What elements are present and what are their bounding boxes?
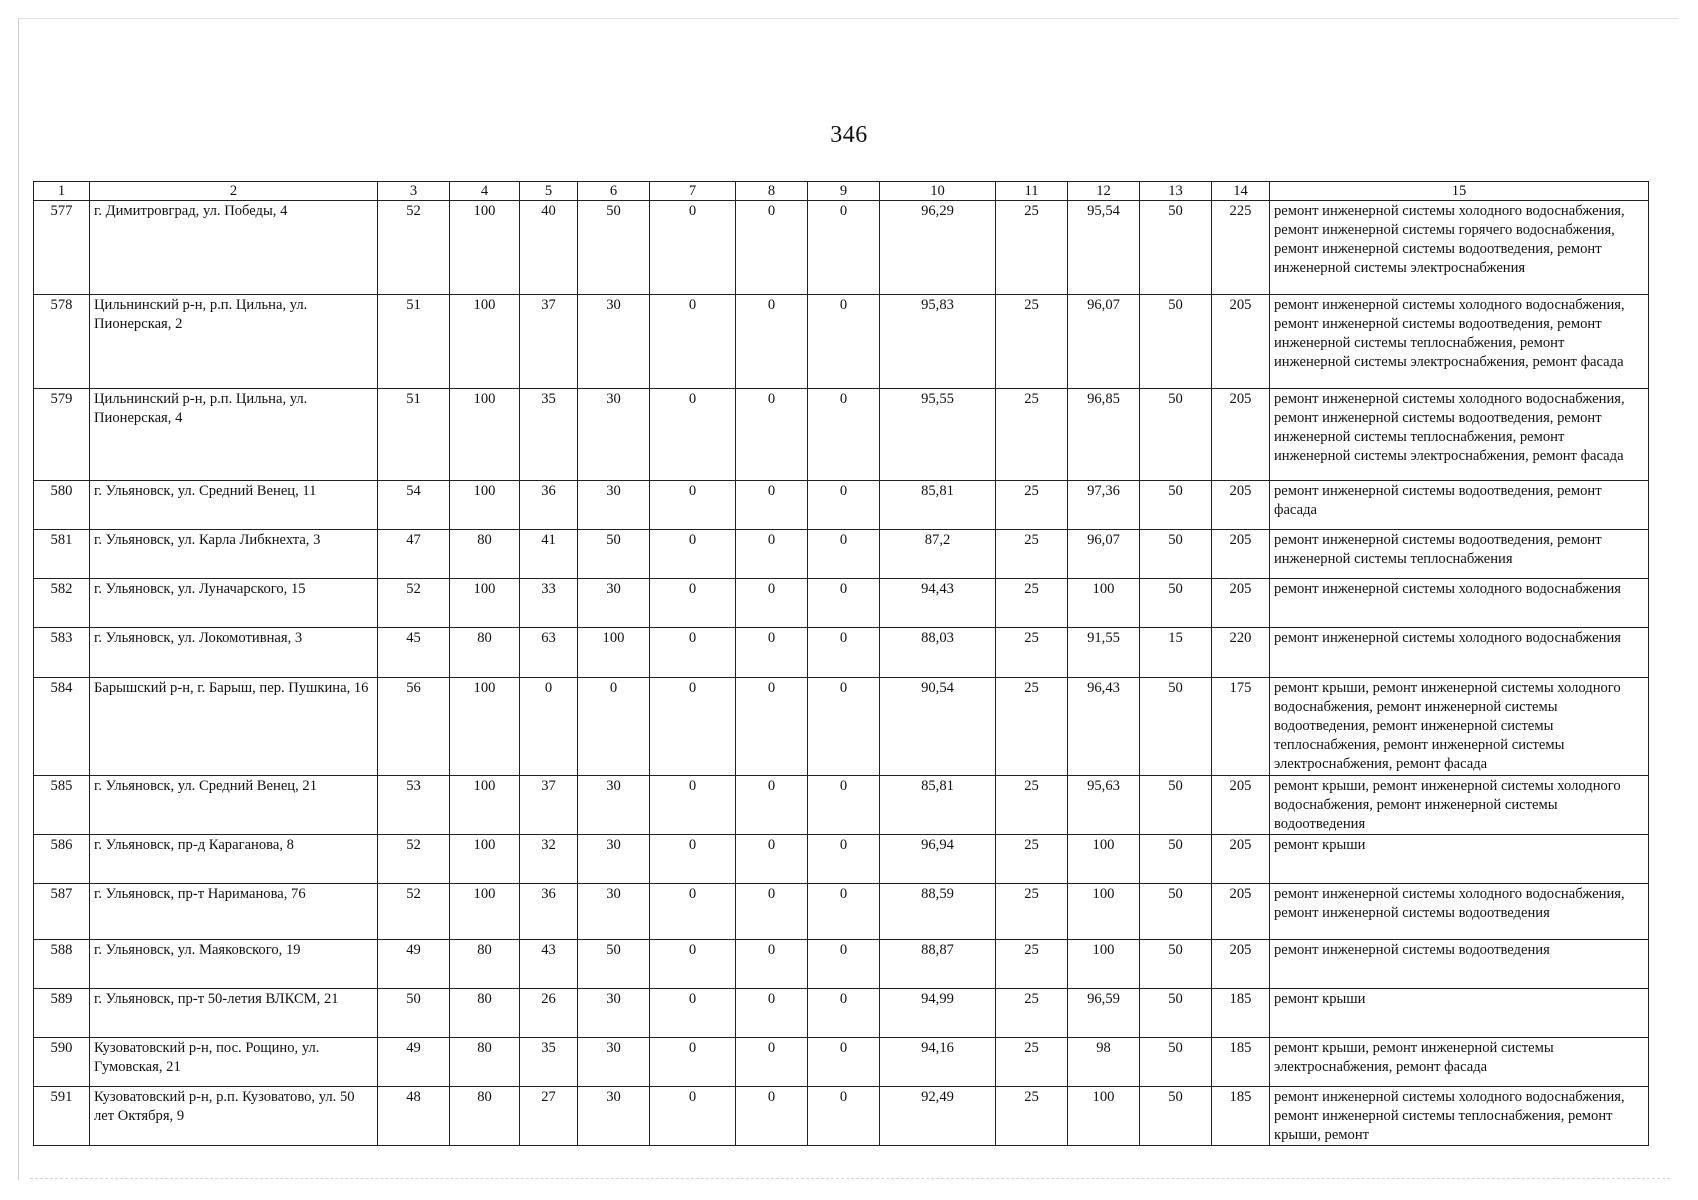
table-row [34,628,1649,678]
works-list-cell: ремонт инженерной системы водоотведения [1270,939,1649,988]
col-14-cell: 205 [1212,775,1270,834]
col-9-cell: 0 [808,389,880,481]
address-cell: г. Ульяновск, ул. Средний Венец, 11 [90,481,378,530]
col-7-cell: 0 [650,628,736,678]
column-number-header-row [34,182,1649,201]
col-9-cell: 0 [808,883,880,939]
col-7-cell: 0 [650,1037,736,1086]
works-list-cell: ремонт крыши [1270,834,1649,883]
row-number-cell: 589 [34,988,90,1037]
address-cell: г. Ульяновск, ул. Маяковского, 19 [90,939,378,988]
col-9-cell: 0 [808,295,880,389]
col-11-cell: 25 [996,834,1068,883]
col-12-cell: 100 [1068,579,1140,628]
column-header-6: 6 [578,182,650,201]
col-8-cell: 0 [736,834,808,883]
col-12-cell: 96,43 [1068,678,1140,775]
works-list-cell: ремонт инженерной системы холодного водоснабжения, ремонт инженерной системы водоотведения, ремонт инженерной системы теплоснабжения, ремонт инженерной системы электроснабжения, ремонт фасада [1270,389,1649,481]
col-13-cell: 50 [1140,1086,1212,1145]
col-5-cell: 33 [520,579,578,628]
col-5-cell: 0 [520,678,578,775]
col-5-cell: 26 [520,988,578,1037]
row-number-cell: 582 [34,579,90,628]
col-7-cell: 0 [650,834,736,883]
col-6-cell: 30 [578,579,650,628]
column-header-8: 8 [736,182,808,201]
col-8-cell: 0 [736,628,808,678]
works-list-cell: ремонт инженерной системы холодного водоснабжения, ремонт инженерной системы горячего водоснабжения, ремонт инженерной системы водоотведения, ремонт инженерной системы электроснабжения [1270,201,1649,295]
col-7-cell: 0 [650,389,736,481]
row-number-cell: 579 [34,389,90,481]
col-4-cell: 80 [450,939,520,988]
col-14-cell: 205 [1212,939,1270,988]
works-list-cell: ремонт крыши, ремонт инженерной системы холодного водоснабжения, ремонт инженерной системы водоотведения, ремонт инженерной системы теплоснабжения, ремонт инженерной системы электроснабжения, ремонт фасада [1270,678,1649,775]
col-10-cell: 88,03 [880,628,996,678]
column-header-5: 5 [520,182,578,201]
column-header-3: 3 [378,182,450,201]
col-14-cell: 205 [1212,389,1270,481]
col-9-cell: 0 [808,834,880,883]
table-row [34,1086,1649,1145]
col-8-cell: 0 [736,775,808,834]
col-4-cell: 100 [450,834,520,883]
row-number-cell: 578 [34,295,90,389]
col-12-cell: 100 [1068,834,1140,883]
col-13-cell: 50 [1140,201,1212,295]
col-8-cell: 0 [736,579,808,628]
table-row [34,775,1649,834]
col-9-cell: 0 [808,628,880,678]
col-10-cell: 96,29 [880,201,996,295]
table-row [34,389,1649,481]
col-13-cell: 50 [1140,295,1212,389]
table-row [34,834,1649,883]
row-number-cell: 585 [34,775,90,834]
column-header-9: 9 [808,182,880,201]
col-5-cell: 35 [520,389,578,481]
column-header-11: 11 [996,182,1068,201]
col-4-cell: 100 [450,201,520,295]
col-12-cell: 95,63 [1068,775,1140,834]
table-row [34,939,1649,988]
column-header-13: 13 [1140,182,1212,201]
col-5-cell: 41 [520,530,578,579]
column-header-12: 12 [1068,182,1140,201]
col-4-cell: 100 [450,579,520,628]
col-3-cell: 51 [378,295,450,389]
col-13-cell: 15 [1140,628,1212,678]
row-number-cell: 588 [34,939,90,988]
col-11-cell: 25 [996,678,1068,775]
row-number-cell: 583 [34,628,90,678]
address-cell: Кузоватовский р-н, пос. Рощино, ул. Гумовская, 21 [90,1037,378,1086]
address-cell: г. Димитровград, ул. Победы, 4 [90,201,378,295]
col-11-cell: 25 [996,295,1068,389]
col-9-cell: 0 [808,530,880,579]
col-10-cell: 94,43 [880,579,996,628]
works-list-cell: ремонт крыши, ремонт инженерной системы электроснабжения, ремонт фасада [1270,1037,1649,1086]
col-11-cell: 25 [996,1086,1068,1145]
col-5-cell: 27 [520,1086,578,1145]
col-14-cell: 205 [1212,834,1270,883]
row-number-cell: 586 [34,834,90,883]
col-3-cell: 51 [378,389,450,481]
col-3-cell: 52 [378,579,450,628]
col-11-cell: 25 [996,481,1068,530]
col-9-cell: 0 [808,678,880,775]
works-list-cell: ремонт инженерной системы холодного водоснабжения, ремонт инженерной системы водоотведения [1270,883,1649,939]
address-cell: г. Ульяновск, ул. Локомотивная, 3 [90,628,378,678]
col-8-cell: 0 [736,883,808,939]
col-13-cell: 50 [1140,834,1212,883]
col-11-cell: 25 [996,939,1068,988]
col-8-cell: 0 [736,481,808,530]
works-list-cell: ремонт инженерной системы холодного водоснабжения [1270,628,1649,678]
col-6-cell: 30 [578,1037,650,1086]
col-7-cell: 0 [650,481,736,530]
col-12-cell: 100 [1068,1086,1140,1145]
col-5-cell: 35 [520,1037,578,1086]
address-cell: Кузоватовский р-н, р.п. Кузоватово, ул. 50 лет Октября, 9 [90,1086,378,1145]
works-list-cell: ремонт инженерной системы холодного водоснабжения, ремонт инженерной системы водоотведения, ремонт инженерной системы теплоснабжения, ремонт инженерной системы электроснабжения, ремонт фасада [1270,295,1649,389]
col-12-cell: 96,07 [1068,295,1140,389]
col-6-cell: 30 [578,389,650,481]
col-14-cell: 205 [1212,579,1270,628]
col-7-cell: 0 [650,295,736,389]
address-cell: г. Ульяновск, пр-т 50-летия ВЛКСМ, 21 [90,988,378,1037]
col-7-cell: 0 [650,530,736,579]
col-7-cell: 0 [650,678,736,775]
col-4-cell: 80 [450,1086,520,1145]
col-3-cell: 52 [378,883,450,939]
col-11-cell: 25 [996,579,1068,628]
column-header-7: 7 [650,182,736,201]
scan-artifact-line [30,1178,1670,1179]
col-12-cell: 91,55 [1068,628,1140,678]
col-3-cell: 53 [378,775,450,834]
column-header-1: 1 [34,182,90,201]
col-7-cell: 0 [650,988,736,1037]
col-10-cell: 85,81 [880,775,996,834]
table-row [34,481,1649,530]
col-12-cell: 100 [1068,939,1140,988]
col-8-cell: 0 [736,389,808,481]
col-13-cell: 50 [1140,579,1212,628]
col-10-cell: 87,2 [880,530,996,579]
col-8-cell: 0 [736,1037,808,1086]
row-number-cell: 577 [34,201,90,295]
column-header-4: 4 [450,182,520,201]
col-11-cell: 25 [996,883,1068,939]
col-3-cell: 52 [378,201,450,295]
col-4-cell: 100 [450,295,520,389]
row-number-cell: 584 [34,678,90,775]
column-header-14: 14 [1212,182,1270,201]
col-4-cell: 100 [450,481,520,530]
col-13-cell: 50 [1140,939,1212,988]
col-5-cell: 32 [520,834,578,883]
works-list-cell: ремонт инженерной системы водоотведения, ремонт инженерной системы теплоснабжения [1270,530,1649,579]
col-13-cell: 50 [1140,389,1212,481]
row-number-cell: 581 [34,530,90,579]
row-number-cell: 591 [34,1086,90,1145]
table-row [34,1037,1649,1086]
col-6-cell: 100 [578,628,650,678]
col-6-cell: 30 [578,481,650,530]
col-5-cell: 36 [520,481,578,530]
col-7-cell: 0 [650,579,736,628]
address-cell: Цильнинский р-н, р.п. Цильна, ул. Пионерская, 4 [90,389,378,481]
col-6-cell: 30 [578,834,650,883]
col-11-cell: 25 [996,988,1068,1037]
address-cell: г. Ульяновск, пр-т Нариманова, 76 [90,883,378,939]
col-11-cell: 25 [996,530,1068,579]
col-14-cell: 185 [1212,1086,1270,1145]
col-9-cell: 0 [808,481,880,530]
col-13-cell: 50 [1140,1037,1212,1086]
table-row [34,530,1649,579]
col-8-cell: 0 [736,530,808,579]
col-4-cell: 100 [450,775,520,834]
col-7-cell: 0 [650,1086,736,1145]
column-header-15: 15 [1270,182,1649,201]
col-12-cell: 96,07 [1068,530,1140,579]
col-14-cell: 205 [1212,295,1270,389]
col-10-cell: 94,99 [880,988,996,1037]
col-13-cell: 50 [1140,988,1212,1037]
col-5-cell: 36 [520,883,578,939]
address-cell: Барышский р-н, г. Барыш, пер. Пушкина, 16 [90,678,378,775]
col-9-cell: 0 [808,939,880,988]
col-13-cell: 50 [1140,530,1212,579]
col-14-cell: 205 [1212,530,1270,579]
col-8-cell: 0 [736,295,808,389]
col-4-cell: 100 [450,678,520,775]
col-10-cell: 95,55 [880,389,996,481]
col-5-cell: 63 [520,628,578,678]
col-4-cell: 80 [450,1037,520,1086]
table-row [34,883,1649,939]
row-number-cell: 587 [34,883,90,939]
col-11-cell: 25 [996,389,1068,481]
col-12-cell: 100 [1068,883,1140,939]
col-10-cell: 85,81 [880,481,996,530]
column-header-10: 10 [880,182,996,201]
col-5-cell: 43 [520,939,578,988]
col-13-cell: 50 [1140,678,1212,775]
col-12-cell: 95,54 [1068,201,1140,295]
table-row [34,988,1649,1037]
col-12-cell: 96,85 [1068,389,1140,481]
col-3-cell: 49 [378,1037,450,1086]
col-14-cell: 185 [1212,988,1270,1037]
col-6-cell: 30 [578,1086,650,1145]
col-6-cell: 30 [578,295,650,389]
col-4-cell: 100 [450,389,520,481]
col-7-cell: 0 [650,201,736,295]
col-14-cell: 185 [1212,1037,1270,1086]
col-10-cell: 90,54 [880,678,996,775]
col-12-cell: 96,59 [1068,988,1140,1037]
table-row [34,201,1649,295]
col-3-cell: 52 [378,834,450,883]
col-9-cell: 0 [808,201,880,295]
col-8-cell: 0 [736,201,808,295]
register-table [33,181,1649,1146]
col-6-cell: 0 [578,678,650,775]
col-10-cell: 92,49 [880,1086,996,1145]
col-10-cell: 95,83 [880,295,996,389]
col-9-cell: 0 [808,775,880,834]
col-10-cell: 94,16 [880,1037,996,1086]
col-5-cell: 40 [520,201,578,295]
col-11-cell: 25 [996,628,1068,678]
works-list-cell: ремонт инженерной системы холодного водоснабжения, ремонт инженерной системы теплоснабжения, ремонт крыши, ремонт [1270,1086,1649,1145]
col-8-cell: 0 [736,678,808,775]
col-7-cell: 0 [650,775,736,834]
table-body [34,201,1649,1146]
col-14-cell: 225 [1212,201,1270,295]
page-number: 346 [830,122,868,148]
col-8-cell: 0 [736,988,808,1037]
address-cell: г. Ульяновск, пр-д Караганова, 8 [90,834,378,883]
col-14-cell: 175 [1212,678,1270,775]
col-3-cell: 49 [378,939,450,988]
col-4-cell: 80 [450,628,520,678]
col-14-cell: 205 [1212,883,1270,939]
table-row [34,579,1649,628]
col-11-cell: 25 [996,201,1068,295]
col-6-cell: 50 [578,939,650,988]
col-8-cell: 0 [736,1086,808,1145]
col-12-cell: 97,36 [1068,481,1140,530]
col-9-cell: 0 [808,579,880,628]
col-3-cell: 45 [378,628,450,678]
col-6-cell: 30 [578,883,650,939]
column-header-2: 2 [90,182,378,201]
col-3-cell: 56 [378,678,450,775]
works-list-cell: ремонт инженерной системы холодного водоснабжения [1270,579,1649,628]
address-cell: Цильнинский р-н, р.п. Цильна, ул. Пионерская, 2 [90,295,378,389]
col-3-cell: 47 [378,530,450,579]
row-number-cell: 590 [34,1037,90,1086]
address-cell: г. Ульяновск, ул. Луначарского, 15 [90,579,378,628]
table-row [34,295,1649,389]
works-list-cell: ремонт инженерной системы водоотведения, ремонт фасада [1270,481,1649,530]
col-3-cell: 48 [378,1086,450,1145]
col-4-cell: 80 [450,988,520,1037]
works-list-cell: ремонт крыши, ремонт инженерной системы холодного водоснабжения, ремонт инженерной системы водоотведения [1270,775,1649,834]
col-6-cell: 50 [578,530,650,579]
col-3-cell: 50 [378,988,450,1037]
col-9-cell: 0 [808,1037,880,1086]
row-number-cell: 580 [34,481,90,530]
col-13-cell: 50 [1140,883,1212,939]
col-11-cell: 25 [996,1037,1068,1086]
col-6-cell: 30 [578,988,650,1037]
col-5-cell: 37 [520,295,578,389]
address-cell: г. Ульяновск, ул. Карла Либкнехта, 3 [90,530,378,579]
col-10-cell: 88,59 [880,883,996,939]
col-6-cell: 50 [578,201,650,295]
col-6-cell: 30 [578,775,650,834]
col-14-cell: 205 [1212,481,1270,530]
col-7-cell: 0 [650,939,736,988]
col-12-cell: 98 [1068,1037,1140,1086]
col-10-cell: 96,94 [880,834,996,883]
col-9-cell: 0 [808,988,880,1037]
col-9-cell: 0 [808,1086,880,1145]
col-7-cell: 0 [650,883,736,939]
address-cell: г. Ульяновск, ул. Средний Венец, 21 [90,775,378,834]
col-10-cell: 88,87 [880,939,996,988]
col-8-cell: 0 [736,939,808,988]
works-list-cell: ремонт крыши [1270,988,1649,1037]
col-4-cell: 100 [450,883,520,939]
col-14-cell: 220 [1212,628,1270,678]
col-13-cell: 50 [1140,481,1212,530]
col-4-cell: 80 [450,530,520,579]
col-5-cell: 37 [520,775,578,834]
table-row [34,678,1649,775]
col-11-cell: 25 [996,775,1068,834]
col-13-cell: 50 [1140,775,1212,834]
col-3-cell: 54 [378,481,450,530]
